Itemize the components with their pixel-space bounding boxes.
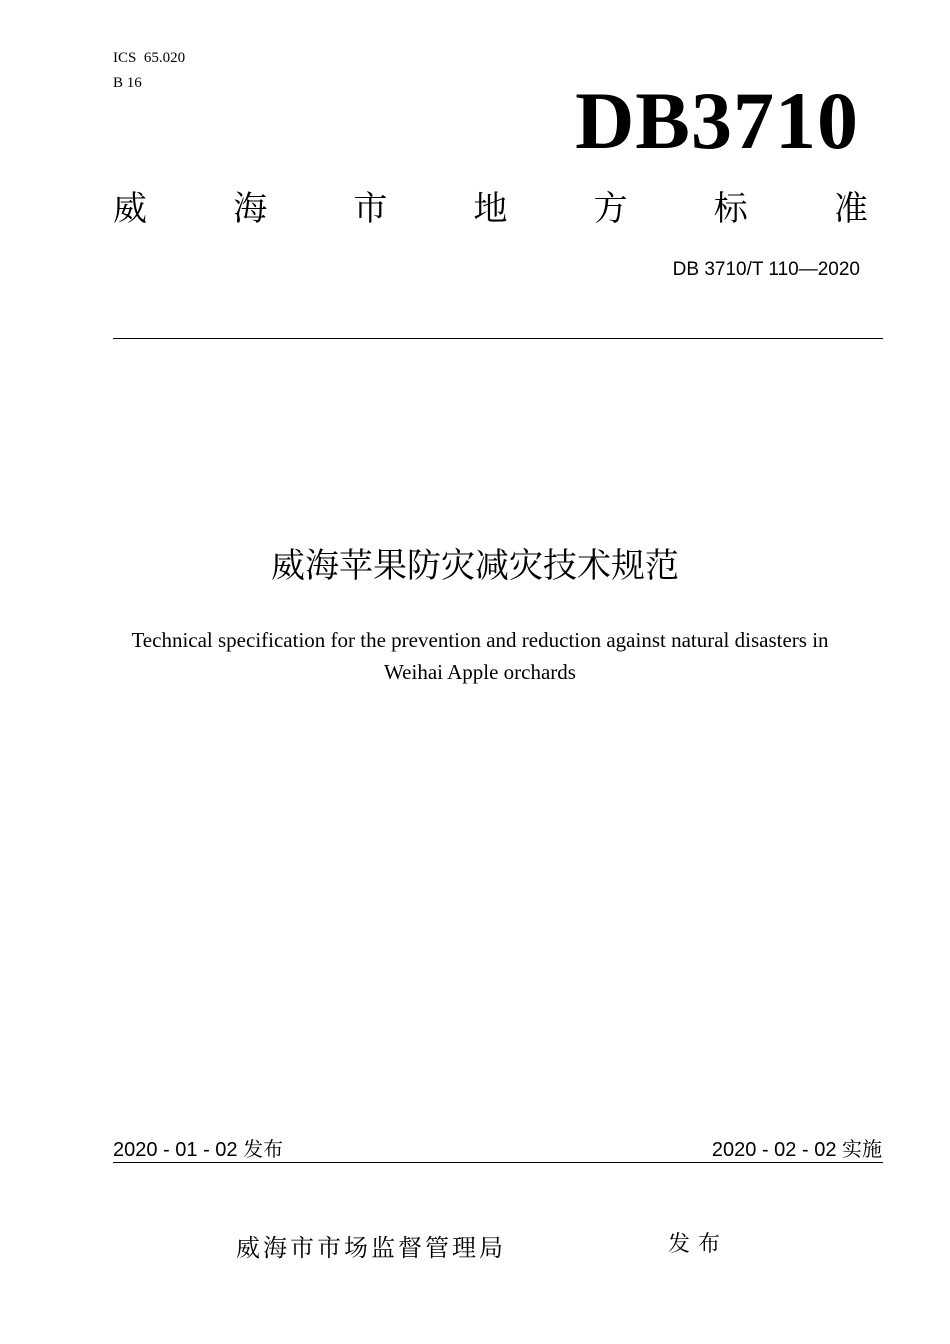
implementation-date: 2020 - 02 - 02 实施 bbox=[711, 1139, 882, 1161]
document-title-english bbox=[60, 624, 900, 688]
publisher-name: 威海市市场监督管理局 bbox=[236, 1234, 506, 1262]
english-title-line: Weihai Apple orchards bbox=[384, 660, 576, 684]
standard-type-char: 标 bbox=[713, 189, 748, 229]
classification-code: B 16 bbox=[113, 75, 142, 91]
ics-code: ICS 65.020 bbox=[113, 50, 186, 66]
standard-type-char: 准 bbox=[833, 189, 868, 229]
standard-type-char: 市 bbox=[353, 189, 388, 229]
publish-label: 发布 bbox=[668, 1232, 729, 1257]
standard-type-char: 海 bbox=[233, 189, 268, 229]
standard-type-char: 威 bbox=[113, 189, 147, 229]
document-title-chinese: 威海苹果防灾减灾技术规范 bbox=[271, 546, 679, 586]
issue-date: 2020 - 01 - 02 发布 bbox=[113, 1139, 284, 1161]
english-title-line: Technical specification for the prevention and reduction against natural disasters in bbox=[131, 628, 829, 652]
standard-type-char: 方 bbox=[593, 189, 628, 229]
standard-type-char: 地 bbox=[473, 189, 508, 229]
footer-divider bbox=[113, 1162, 883, 1163]
standard-type-heading bbox=[113, 186, 868, 232]
standard-number: DB 3710/T 110—2020 bbox=[672, 259, 860, 280]
header-divider bbox=[113, 338, 883, 339]
db-logo: DB3710 bbox=[575, 75, 859, 166]
